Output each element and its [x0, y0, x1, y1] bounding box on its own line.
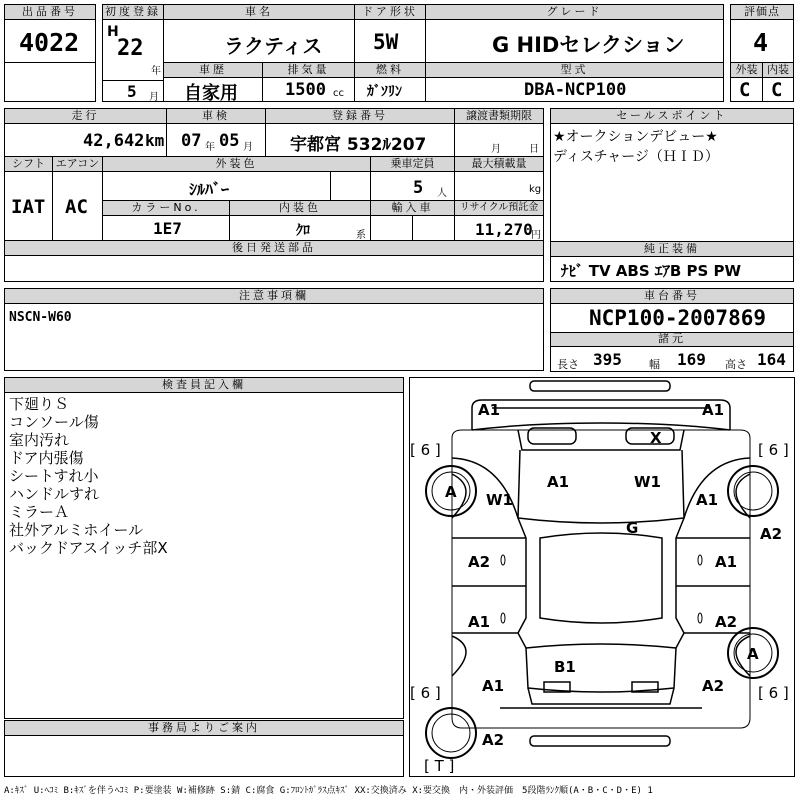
capacity-unit: 人 [437, 188, 447, 199]
tire-depth-front-right: [ 6 ] [758, 441, 789, 459]
interior-color: ｸﾛ [296, 223, 310, 239]
chassis-number: NCP100-2007869 [589, 306, 767, 330]
transfer-month-unit: 月 [491, 144, 501, 155]
model: DBA-NCP100 [524, 80, 627, 100]
displacement-box [262, 77, 355, 102]
spec-box [550, 346, 794, 372]
chassis-box [550, 303, 794, 333]
plate-box [265, 123, 455, 157]
color-no: 1E7 [153, 219, 182, 238]
chassis-label: 車台番号 [550, 288, 794, 304]
tire-depth-front-left: [ 6 ] [410, 441, 441, 459]
length-label: 長さ [557, 358, 579, 371]
mark-fender-right: A1 [696, 491, 719, 509]
transfer-box [454, 123, 544, 157]
inspection-label: 車検 [166, 108, 266, 124]
capacity-box [370, 171, 455, 201]
mileage: 42,642 [83, 131, 145, 151]
load-label: 最大積載量 [454, 156, 544, 172]
era: H [107, 24, 119, 40]
import-box-1 [370, 215, 413, 241]
car-outline [410, 378, 794, 776]
inspection-year-unit: 年 [205, 142, 215, 153]
ext-score: C [739, 79, 751, 101]
color-no-box [102, 215, 230, 241]
width: 169 [677, 350, 706, 369]
mark-front-bumper-left: A1 [478, 401, 501, 419]
displacement-unit: cc [333, 88, 344, 99]
sales-line: ディスチャージ（ＨＩＤ） [553, 149, 719, 165]
history-box [163, 77, 263, 102]
door-label: ドア形状 [354, 4, 426, 20]
history-label: 車歴 [163, 62, 263, 78]
later-parts-label: 後日発送部品 [4, 240, 544, 256]
mark-roof: G [626, 519, 639, 537]
int-label: 内装 [762, 62, 794, 78]
sales-line: ★オークションデビュー★ [553, 129, 718, 145]
score: 4 [753, 28, 769, 57]
capacity-label: 乗車定員 [370, 156, 455, 172]
inspection-year: 07 [181, 131, 202, 151]
color-no-label: カラーNo. [102, 200, 230, 216]
fuel: ｶﾞｿﾘﾝ [367, 84, 402, 100]
length: 395 [593, 350, 622, 369]
office-label: 事務局よりご案内 [4, 720, 404, 736]
inspection-box [166, 123, 266, 157]
mark-hood-left: A1 [547, 473, 570, 491]
tire-depth-rear-left: [ 6 ] [410, 684, 441, 702]
mark-rear-bumper: A2 [482, 731, 505, 749]
mileage-box [4, 123, 167, 157]
import-label: 輸入車 [370, 200, 455, 216]
notes-label: 注意事項欄 [4, 288, 544, 304]
shift-box [4, 171, 53, 241]
legend: A:ｷｽﾞ U:ﾍｺﾐ B:ｷｽﾞを伴うﾍｺﾐ P:要塗装 W:補修跡 S:錆 C:腐食 G:ﾌﾛﾝﾄｶﾞﾗｽ点ｷｽﾞ XX:交換済み X:要交換 内・外装評価 5段階ﾗﾝｸ順(A・B・C・D・E) 1 [4, 786, 653, 796]
width-label: 幅 [649, 358, 660, 371]
mark-hood-right: W1 [634, 473, 661, 491]
car-name: ラクティス [224, 34, 323, 58]
lot-label: 出品番号 [4, 4, 96, 20]
equipment-label: 純正装備 [550, 241, 794, 257]
transfer-label: 譲渡書類期限 [454, 108, 544, 124]
color-box [102, 171, 331, 201]
door-box [354, 19, 426, 63]
spec-label: 諸元 [550, 332, 794, 347]
mark-front-bumper-right: A1 [702, 401, 725, 419]
score-box [730, 19, 794, 63]
month-unit: 月 [149, 92, 159, 102]
ac-box [52, 171, 103, 241]
displacement-label: 排気量 [262, 62, 355, 78]
first-reg-month-box [102, 80, 164, 102]
interior-color-unit: 系 [356, 230, 366, 241]
shift: IAT [11, 196, 46, 218]
interior-color-label: 内装色 [229, 200, 371, 216]
grade: G HIDセレクション [492, 33, 685, 57]
mark-rear-right: A2 [702, 677, 725, 695]
grade-label: グレード [425, 4, 724, 20]
lot-box [4, 19, 96, 63]
mark-fender-left: W1 [486, 491, 513, 509]
model-label: 型式 [425, 62, 724, 78]
mark-back-door: B1 [554, 658, 576, 676]
mark-rear-door-left: A1 [468, 613, 491, 631]
int-box [762, 77, 794, 102]
height-label: 高さ [725, 358, 747, 371]
color: ｼﾙﾊﾞｰ [189, 180, 230, 199]
fuel-box [354, 77, 426, 102]
mark-tire-front-left: A [445, 483, 457, 501]
color-extra-box [330, 171, 371, 201]
recycle-label: リサイクル預託金 [454, 200, 544, 216]
mileage-unit: km [145, 131, 165, 150]
interior-color-box [229, 215, 371, 241]
car-name-label: 車名 [163, 4, 355, 20]
inspector-label: 検査員記入欄 [4, 377, 404, 393]
mark-rear-door-right: A2 [715, 613, 738, 631]
office-box [4, 735, 404, 777]
inspector-line: コンソール傷 [9, 413, 99, 431]
displacement: 1500 [285, 80, 326, 100]
first-reg-box [102, 19, 164, 81]
load-unit: kg [529, 184, 542, 195]
score-label: 評価点 [730, 4, 794, 20]
recycle-unit: 円 [531, 230, 541, 241]
inspector-line: バックドアスイッチ部X [9, 539, 168, 557]
sales-box [550, 123, 794, 242]
equipment-box [550, 256, 794, 282]
car-diagram [409, 377, 795, 777]
car-name-box [163, 19, 355, 63]
mark-front-door-right: A1 [715, 553, 738, 571]
load-box [454, 171, 544, 201]
color-label: 外装色 [102, 156, 371, 172]
recycle: 11,270 [475, 220, 533, 239]
inspector-line: ドア内張傷 [9, 449, 84, 467]
inspector-line: ミラーＡ [9, 503, 70, 521]
notes-box [4, 303, 544, 371]
door: 5W [373, 30, 399, 54]
history: 自家用 [184, 83, 238, 102]
ext-box [730, 77, 763, 102]
transfer-day-unit: 日 [529, 144, 539, 155]
int-score: C [771, 79, 783, 101]
mark-right-panel: A2 [760, 525, 783, 543]
year-unit: 年 [151, 66, 161, 77]
inspection-month-unit: 月 [243, 142, 253, 153]
first-reg-year: 22 [117, 36, 144, 61]
ac: AC [65, 196, 88, 218]
mark-front-door-left: A2 [468, 553, 491, 571]
lot-blank [4, 62, 96, 102]
later-parts-box [4, 255, 544, 282]
inspection-month: 05 [219, 131, 240, 151]
height: 164 [757, 350, 786, 369]
inspector-line: ハンドルすれ [9, 485, 100, 503]
capacity: 5 [413, 178, 424, 198]
grade-box [425, 19, 724, 63]
equipment: ﾅﾋﾞ TV ABS ｴｱB PS PW [561, 262, 742, 280]
shift-label: シフト [4, 156, 53, 172]
first-reg-month: 5 [127, 82, 137, 101]
ac-label: エアコン [52, 156, 103, 172]
mark-tire-rear-right: A [747, 645, 759, 663]
plate-label: 登録番号 [265, 108, 455, 124]
ext-label: 外装 [730, 62, 763, 78]
import-box-2 [412, 215, 455, 241]
mileage-label: 走行 [4, 108, 167, 124]
mark-windshield: X [650, 429, 662, 447]
lot-number: 4022 [19, 28, 80, 57]
notes: NSCN-W60 [9, 310, 72, 325]
recycle-box [454, 215, 544, 241]
tire-depth-rear-right: [ 6 ] [758, 684, 789, 702]
model-box [425, 77, 724, 102]
mark-rear-left: A1 [482, 677, 505, 695]
spare-tire: [ T ] [424, 757, 455, 775]
inspector-line: 下廻りＳ [9, 395, 70, 413]
first-reg-label: 初度登録 [102, 4, 164, 20]
inspector-line: 室内汚れ [9, 431, 70, 449]
inspector-box [4, 392, 404, 719]
inspector-line: シートすれ小 [9, 467, 99, 485]
fuel-label: 燃料 [354, 62, 426, 78]
plate: 宇都宮 532ﾙ207 [290, 135, 427, 155]
inspector-line: 社外アルミホイール [9, 521, 144, 539]
sales-label: セールスポイント [550, 108, 794, 124]
